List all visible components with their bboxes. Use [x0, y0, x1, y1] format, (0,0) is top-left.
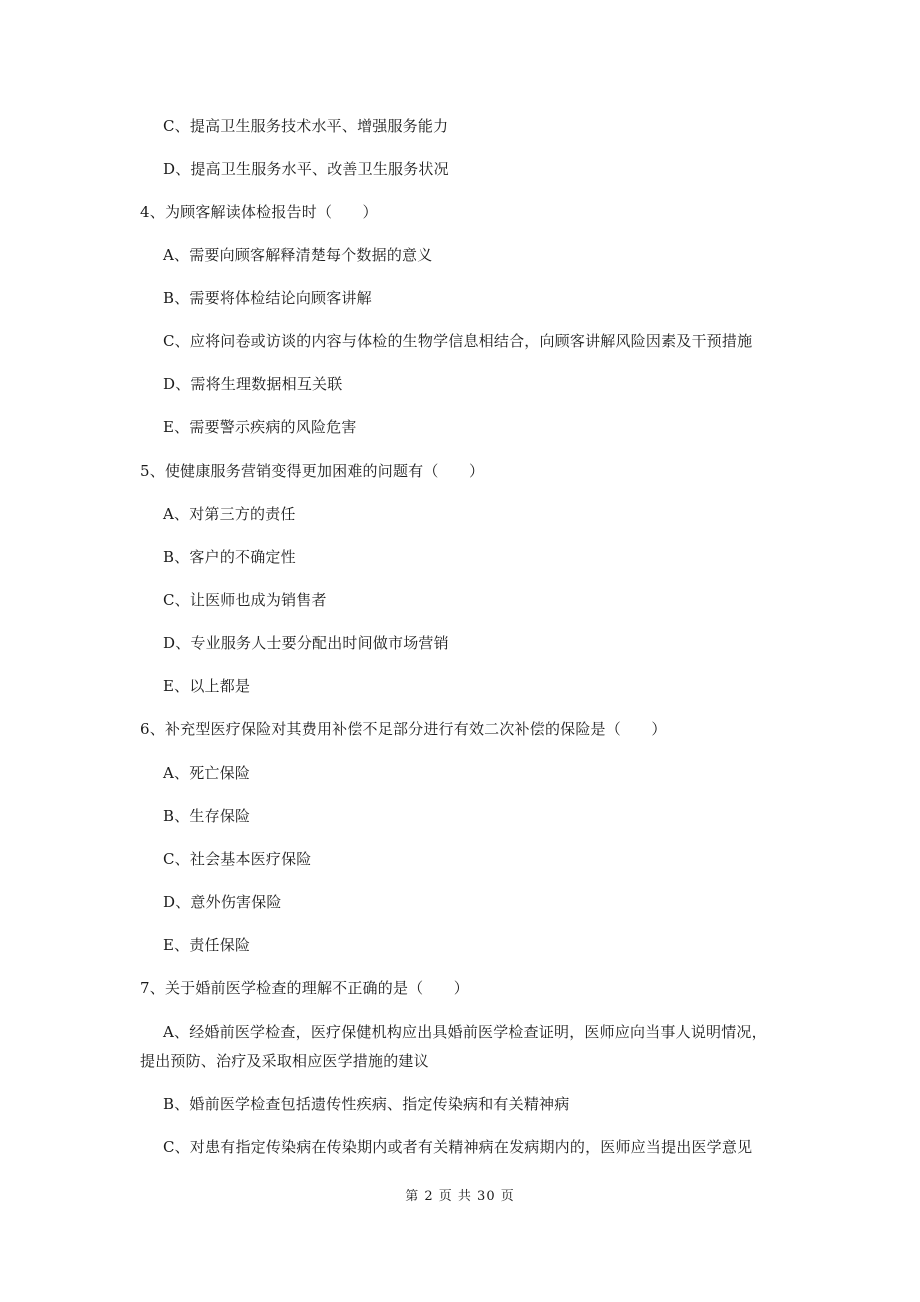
q4-option-d: D、需将生理数据相互关联 — [163, 375, 343, 393]
q4-stem: 4、为顾客解读体检报告时（ ） — [140, 203, 378, 221]
q4-option-a: A、需要向顾客解释清楚每个数据的意义 — [163, 246, 433, 264]
q4-option-b: B、需要将体检结论向顾客讲解 — [163, 289, 372, 307]
q5-option-d: D、专业服务人士要分配出时间做市场营销 — [163, 634, 449, 652]
q6-option-c: C、社会基本医疗保险 — [163, 850, 312, 868]
q7-option-a-line-1: A、经婚前医学检查，医疗保健机构应出具婚前医学检查证明，医师应向当事人说明情况， — [163, 1023, 767, 1041]
q3-option-d: D、提高卫生服务水平、改善卫生服务状况 — [163, 160, 449, 178]
page-footer: 第 2 页 共 30 页 — [405, 1189, 515, 1204]
q5-option-a: A、对第三方的责任 — [163, 505, 296, 523]
q6-stem: 6、补充型医疗保险对其费用补偿不足部分进行有效二次补偿的保险是（ ） — [140, 720, 667, 738]
q6-option-e: E、责任保险 — [163, 936, 251, 954]
q3-option-c: C、提高卫生服务技术水平、增强服务能力 — [163, 117, 449, 135]
q7-option-b: B、婚前医学检查包括遗传性疾病、指定传染病和有关精神病 — [163, 1095, 570, 1113]
q4-option-c: C、应将问卷或访谈的内容与体检的生物学信息相结合，向顾客讲解风险因素及干预措施 — [163, 332, 753, 350]
q5-stem: 5、使健康服务营销变得更加困难的问题有（ ） — [140, 462, 485, 480]
q5-option-e: E、以上都是 — [163, 677, 251, 695]
q7-option-a-line-2: 提出预防、治疗及采取相应医学措施的建议 — [140, 1052, 429, 1070]
q5-option-c: C、让医师也成为销售者 — [163, 591, 327, 609]
q4-option-e: E、需要警示疾病的风险危害 — [163, 418, 357, 436]
q6-option-b: B、生存保险 — [163, 807, 251, 825]
q5-option-b: B、客户的不确定性 — [163, 548, 296, 566]
q6-option-a: A、死亡保险 — [163, 764, 251, 782]
q7-stem: 7、关于婚前医学检查的理解不正确的是（ ） — [140, 979, 469, 997]
q7-option-c: C、对患有指定传染病在传染期内或者有关精神病在发病期内的，医师应当提出医学意见 — [163, 1138, 753, 1156]
q6-option-d: D、意外伤害保险 — [163, 893, 282, 911]
